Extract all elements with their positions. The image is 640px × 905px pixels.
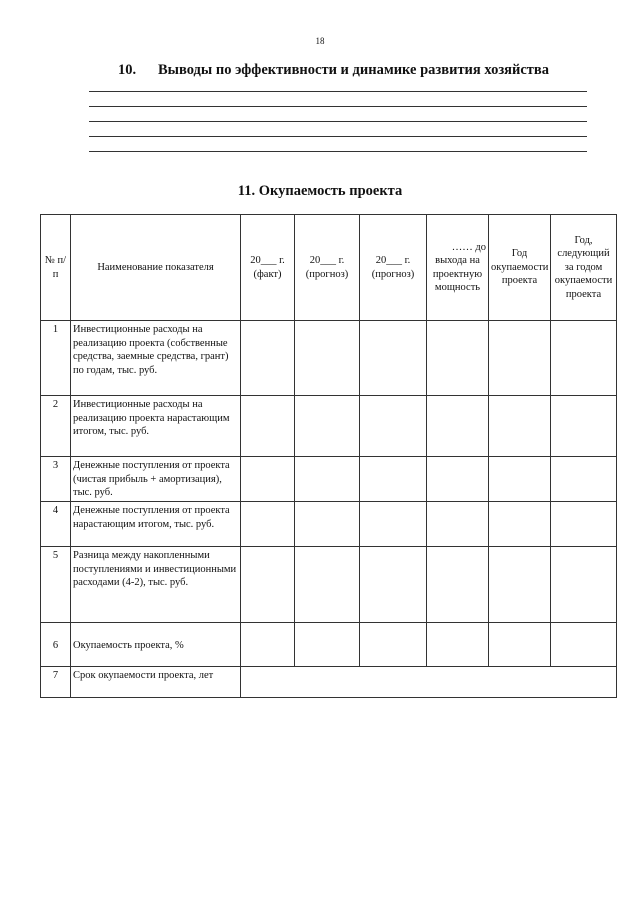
value-cell[interactable] [360, 396, 427, 457]
value-cell[interactable] [551, 623, 617, 667]
value-cell[interactable] [295, 623, 360, 667]
value-cell[interactable] [427, 396, 489, 457]
value-cell[interactable] [489, 547, 551, 623]
table-row [41, 623, 617, 667]
answer-line [89, 121, 587, 122]
page-number: 18 [315, 36, 325, 46]
table-row [41, 547, 617, 623]
row-number: 7 [41, 667, 71, 698]
value-cell[interactable] [551, 457, 617, 502]
value-cell[interactable] [427, 547, 489, 623]
value-cell[interactable] [241, 457, 295, 502]
table-row [41, 457, 617, 502]
value-cell[interactable] [551, 502, 617, 547]
value-cell[interactable] [360, 547, 427, 623]
header-year-after: Год, следующий за годом окупаемости проекта [551, 215, 617, 321]
row-number: 6 [41, 623, 71, 667]
row-name: Срок окупаемости проекта, лет [71, 667, 241, 698]
value-cell[interactable] [360, 457, 427, 502]
header-to-capacity [427, 215, 489, 321]
header-payback-year: Год окупаемости проекта [489, 215, 551, 321]
header-year-forecast-1: 20___ г. (прогноз) [295, 215, 360, 321]
section-11-heading: 11. Окупаемость проекта [237, 183, 403, 199]
answer-line [89, 91, 587, 92]
value-cell[interactable] [241, 547, 295, 623]
row-number: 1 [41, 321, 71, 396]
value-cell[interactable] [295, 547, 360, 623]
row-name: Денежные поступления от проекта нарастающим итогом, тыс. руб. [71, 502, 241, 547]
header-to-capacity-dots: …… до [451, 241, 486, 253]
section-10-heading [118, 62, 549, 79]
row-number: 2 [41, 396, 71, 457]
value-cell[interactable] [295, 321, 360, 396]
answer-line [89, 151, 587, 152]
row-number: 3 [41, 457, 71, 502]
value-cell[interactable] [427, 457, 489, 502]
header-year-fact: 20___ г. (факт) [241, 215, 295, 321]
table-row [41, 502, 617, 547]
row-number: 4 [41, 502, 71, 547]
value-cell[interactable] [551, 321, 617, 396]
row-number: 5 [41, 547, 71, 623]
value-cell[interactable] [489, 457, 551, 502]
section-10-title: Выводы по эффективности и динамике развития хозяйства [158, 62, 549, 78]
value-cell[interactable] [551, 396, 617, 457]
value-cell[interactable] [295, 502, 360, 547]
header-to-capacity-rest: выхода на проектную мощность [432, 255, 483, 293]
value-cell[interactable] [551, 547, 617, 623]
payback-table [40, 214, 617, 698]
header-name: Наименование показателя [71, 215, 241, 321]
header-num: № п/п [41, 215, 71, 321]
value-cell[interactable] [241, 321, 295, 396]
answer-line [89, 106, 587, 107]
header-year-forecast-2: 20___ г. (прогноз) [360, 215, 427, 321]
row-name: Инвестиционные расходы на реализацию проекта нарастающим итогом, тыс. руб. [71, 396, 241, 457]
value-cell[interactable] [489, 623, 551, 667]
table-row [41, 667, 617, 698]
value-cell[interactable] [241, 502, 295, 547]
value-cell[interactable] [295, 457, 360, 502]
value-cell[interactable] [360, 502, 427, 547]
row-name: Разница между накопленными поступлениями и инвестиционными расходами (4-2), тыс. руб. [71, 547, 241, 623]
value-cell[interactable] [489, 502, 551, 547]
row-name: Денежные поступления от проекта (чистая прибыль + амортизация), тыс. руб. [71, 457, 241, 502]
table-header-row [41, 215, 617, 321]
value-cell[interactable] [360, 321, 427, 396]
table-row [41, 321, 617, 396]
value-cell[interactable] [427, 321, 489, 396]
row-name: Окупаемость проекта, % [71, 623, 241, 667]
value-cell[interactable] [360, 623, 427, 667]
value-cell[interactable] [427, 623, 489, 667]
value-cell[interactable] [427, 502, 489, 547]
merged-value-cell[interactable] [241, 667, 617, 698]
section-10-number: 10. [118, 62, 137, 78]
answer-line [89, 136, 587, 137]
table-row [41, 396, 617, 457]
value-cell[interactable] [489, 321, 551, 396]
value-cell[interactable] [241, 396, 295, 457]
value-cell[interactable] [489, 396, 551, 457]
value-cell[interactable] [295, 396, 360, 457]
value-cell[interactable] [241, 623, 295, 667]
row-name: Инвестиционные расходы на реализацию проекта (собственные средства, заемные средства, грант) по годам, тыс. руб. [71, 321, 241, 396]
